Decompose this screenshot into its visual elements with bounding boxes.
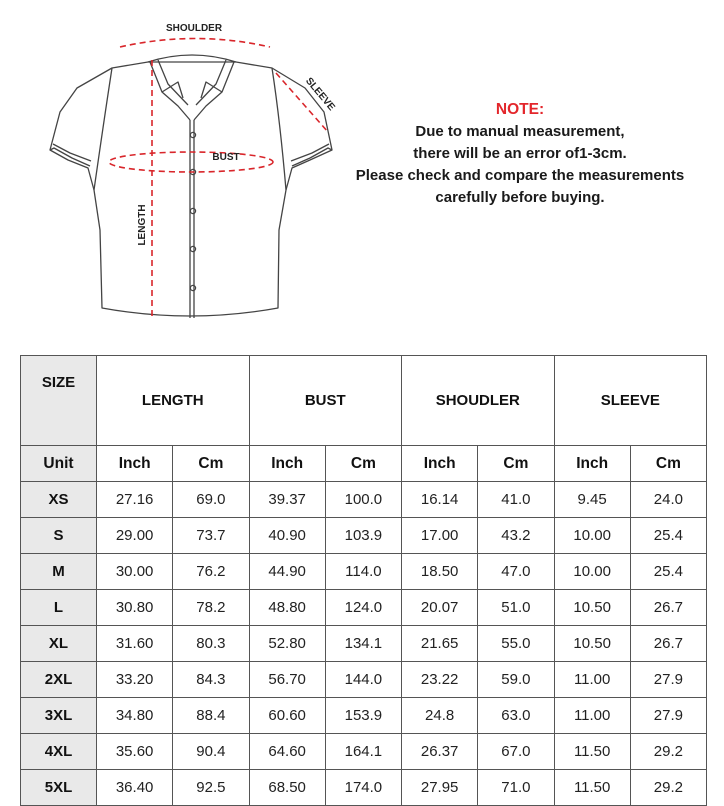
- unit-cell: Cm: [325, 446, 401, 482]
- shoulder-header: SHOUDLER: [402, 356, 555, 446]
- measurement-cell: 10.50: [554, 626, 630, 662]
- measurement-cell: 78.2: [173, 590, 249, 626]
- measurement-cell: 10.50: [554, 590, 630, 626]
- measurement-cell: 23.22: [402, 662, 478, 698]
- size-cell: 5XL: [21, 770, 97, 806]
- measurement-cell: 25.4: [630, 554, 706, 590]
- measurement-cell: 11.50: [554, 770, 630, 806]
- measurement-cell: 10.00: [554, 518, 630, 554]
- size-rows: [21, 482, 707, 806]
- measurement-cell: 51.0: [478, 590, 554, 626]
- measurement-cell: 27.9: [630, 662, 706, 698]
- measurement-cell: 63.0: [478, 698, 554, 734]
- measurement-cell: 134.1: [325, 626, 401, 662]
- measurement-cell: 36.40: [97, 770, 173, 806]
- measurement-cell: 27.9: [630, 698, 706, 734]
- measurement-cell: 100.0: [325, 482, 401, 518]
- measurement-cell: 92.5: [173, 770, 249, 806]
- shirt-buttons: [190, 132, 195, 290]
- unit-cell: Inch: [402, 446, 478, 482]
- note-line: there will be an error of1-3cm.: [413, 145, 627, 162]
- measurement-cell: 33.20: [97, 662, 173, 698]
- bust-measure-line: [109, 152, 273, 172]
- table-row: [21, 482, 707, 518]
- measurement-cell: 40.90: [249, 518, 325, 554]
- measurement-cell: 90.4: [173, 734, 249, 770]
- measurement-cell: 10.00: [554, 554, 630, 590]
- measurement-cell: 48.80: [249, 590, 325, 626]
- measurement-cell: 68.50: [249, 770, 325, 806]
- measurement-cell: 84.3: [173, 662, 249, 698]
- measurement-cell: 11.00: [554, 662, 630, 698]
- measurement-cell: 24.0: [630, 482, 706, 518]
- unit-row: [21, 446, 707, 482]
- length-header: LENGTH: [97, 356, 250, 446]
- measurement-note: [340, 99, 700, 209]
- measurement-cell: 43.2: [478, 518, 554, 554]
- measurement-cell: 16.14: [402, 482, 478, 518]
- note-title: NOTE:: [495, 101, 545, 118]
- shoulder-measure-line: [120, 39, 270, 48]
- measurement-cell: 29.00: [97, 518, 173, 554]
- measurement-cell: 69.0: [173, 482, 249, 518]
- sleeve-header: SLEEVE: [554, 356, 707, 446]
- unit-label: Unit: [21, 446, 97, 482]
- measurement-cell: 11.50: [554, 734, 630, 770]
- size-cell: 2XL: [21, 662, 97, 698]
- measure-lines: [109, 39, 328, 319]
- table-header-row: [21, 356, 707, 446]
- bust-label: BUST: [212, 152, 240, 163]
- size-cell: L: [21, 590, 97, 626]
- sleeve-label: SLEEVE: [303, 75, 337, 114]
- measurement-cell: 114.0: [325, 554, 401, 590]
- table-row: [21, 626, 707, 662]
- measurement-cell: 20.07: [402, 590, 478, 626]
- length-label: LENGTH: [137, 204, 148, 246]
- table-row: [21, 518, 707, 554]
- measurement-cell: 41.0: [478, 482, 554, 518]
- measurement-cell: 30.00: [97, 554, 173, 590]
- shirt-outline: [50, 55, 332, 318]
- measurement-cell: 25.4: [630, 518, 706, 554]
- measurement-cell: 124.0: [325, 590, 401, 626]
- measurement-cell: 52.80: [249, 626, 325, 662]
- measurement-cell: 35.60: [97, 734, 173, 770]
- measurement-cell: 30.80: [97, 590, 173, 626]
- size-cell: 4XL: [21, 734, 97, 770]
- table-row: [21, 734, 707, 770]
- note-line: Please check and compare the measurements: [355, 167, 685, 184]
- measurement-cell: 71.0: [478, 770, 554, 806]
- shoulder-label: SHOULDER: [165, 23, 223, 34]
- measurement-cell: 26.7: [630, 590, 706, 626]
- size-cell: 3XL: [21, 698, 97, 734]
- table-row: [21, 698, 707, 734]
- measurement-cell: 27.16: [97, 482, 173, 518]
- measurement-cell: 60.60: [249, 698, 325, 734]
- size-cell: XS: [21, 482, 97, 518]
- size-cell: M: [21, 554, 97, 590]
- unit-cell: Inch: [97, 446, 173, 482]
- measurement-cell: 174.0: [325, 770, 401, 806]
- measurement-cell: 26.7: [630, 626, 706, 662]
- measurement-cell: 80.3: [173, 626, 249, 662]
- unit-cell: Cm: [478, 446, 554, 482]
- note-line: Due to manual measurement,: [415, 123, 625, 140]
- shirt-button: [190, 132, 195, 137]
- measurement-cell: 44.90: [249, 554, 325, 590]
- measurement-cell: 164.1: [325, 734, 401, 770]
- measurement-cell: 18.50: [402, 554, 478, 590]
- measurement-cell: 9.45: [554, 482, 630, 518]
- measurement-cell: 17.00: [402, 518, 478, 554]
- unit-cell: Inch: [249, 446, 325, 482]
- measurement-cell: 55.0: [478, 626, 554, 662]
- measurement-cell: 21.65: [402, 626, 478, 662]
- unit-cell: Inch: [554, 446, 630, 482]
- measurement-cell: 103.9: [325, 518, 401, 554]
- measurement-cell: 76.2: [173, 554, 249, 590]
- measurement-cell: 34.80: [97, 698, 173, 734]
- shirt-button: [190, 246, 195, 251]
- shirt-button: [190, 285, 195, 290]
- measurement-cell: 59.0: [478, 662, 554, 698]
- size-cell: XL: [21, 626, 97, 662]
- measurement-cell: 11.00: [554, 698, 630, 734]
- measurement-cell: 29.2: [630, 734, 706, 770]
- measurement-cell: 73.7: [173, 518, 249, 554]
- measurement-cell: 39.37: [249, 482, 325, 518]
- unit-cell: Cm: [630, 446, 706, 482]
- measurement-cell: 67.0: [478, 734, 554, 770]
- size-header: SIZE: [21, 356, 97, 446]
- measurement-cell: 29.2: [630, 770, 706, 806]
- unit-cell: Cm: [173, 446, 249, 482]
- size-chart-table: [20, 355, 707, 806]
- shirt-button: [190, 208, 195, 213]
- table-row: [21, 662, 707, 698]
- measurement-cell: 56.70: [249, 662, 325, 698]
- shirt-diagram: [0, 0, 360, 340]
- table-row: [21, 590, 707, 626]
- size-cell: S: [21, 518, 97, 554]
- table-row: [21, 770, 707, 806]
- table-row: [21, 554, 707, 590]
- measurement-cell: 153.9: [325, 698, 401, 734]
- note-line: carefully before buying.: [435, 189, 605, 206]
- measurement-cell: 27.95: [402, 770, 478, 806]
- bust-header: BUST: [249, 356, 402, 446]
- measurement-cell: 64.60: [249, 734, 325, 770]
- measurement-cell: 47.0: [478, 554, 554, 590]
- measurement-cell: 88.4: [173, 698, 249, 734]
- measurement-cell: 26.37: [402, 734, 478, 770]
- measurement-cell: 24.8: [402, 698, 478, 734]
- measurement-cell: 31.60: [97, 626, 173, 662]
- measurement-cell: 144.0: [325, 662, 401, 698]
